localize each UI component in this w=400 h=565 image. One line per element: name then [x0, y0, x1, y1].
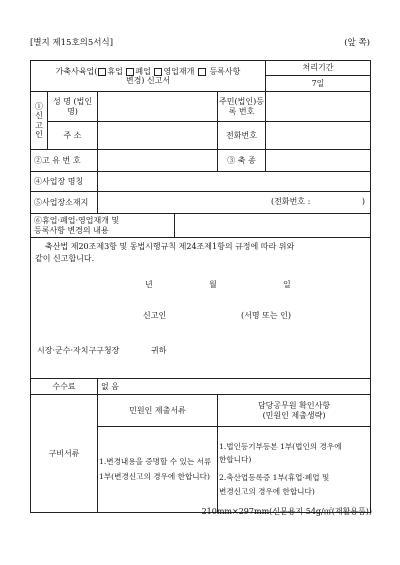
address-field[interactable] — [98, 122, 218, 150]
processing-value: 7일 — [266, 76, 371, 92]
option-resume-label: 영업재개 — [163, 66, 195, 76]
title-line2: 변경) 신고서 — [125, 76, 171, 85]
statement-block — [31, 238, 371, 379]
name-field[interactable] — [98, 92, 218, 122]
option-close-checkbox[interactable] — [126, 68, 134, 76]
official-doc-2-line2: 변경신고의 경우에 한합니다) — [219, 486, 315, 496]
title-prefix: 가축사육업( — [55, 66, 98, 76]
civil-docs-list — [98, 427, 218, 513]
location-phone-close: ) — [361, 196, 366, 206]
applicant-group-label: ① 신 고 인 — [31, 92, 48, 150]
phone-field[interactable] — [266, 122, 371, 150]
species-label: ③ 축 종 — [218, 150, 266, 172]
change-description-field[interactable] — [175, 214, 371, 238]
statement-line1: 축산법 제20조제3항 및 동법시행규칙 제24조제1항의 규정에 따라 위와 — [45, 242, 295, 251]
species-field[interactable] — [266, 150, 371, 172]
phone-label: 전화번호 — [218, 122, 266, 150]
option-suspend-checkbox[interactable] — [98, 68, 106, 76]
recipient-label: 시장·군수·자치구구청장 — [37, 346, 120, 355]
official-doc-2-line1: 2.축산업등록증 1부(휴업·폐업 및 — [219, 473, 330, 482]
statement-line2: 같이 신고합니다. — [35, 254, 95, 263]
change-description-line1: ⑥휴업·폐업·영업재개 및 — [34, 216, 120, 226]
id-number-label: 주민(법인)등록 번호 — [218, 92, 266, 122]
date-year-label: 년 — [145, 280, 153, 289]
address-label: 주 소 — [48, 122, 98, 150]
business-location-field[interactable] — [98, 192, 371, 214]
signature-label: (서명 또는 인) — [241, 311, 291, 320]
fee-label: 수수료 — [31, 379, 98, 395]
official-docs-header-line1: 담당공무원 확인사항 — [257, 401, 331, 411]
form-number: [별지 제15호의5서식] — [30, 38, 114, 48]
option-close-label: 폐업 — [135, 66, 151, 76]
date-month-label: 월 — [209, 280, 217, 289]
unique-number-field[interactable] — [98, 150, 218, 172]
option-suspend-label: 휴업 — [107, 66, 123, 76]
official-doc-1-line2: 한합니다) — [219, 455, 252, 465]
civil-doc-1-line2: 1부(변경신고의 경우에 한합니다) — [99, 471, 210, 481]
paper-spec: 210mm×297mm(신문용지 54g/㎡(재활용품)) — [201, 507, 372, 516]
business-name-field[interactable] — [98, 172, 371, 192]
civil-doc-1-line1: 1.변경내용을 증명할 수 있는 서류 — [99, 456, 212, 466]
page-side: (앞 쪽) — [344, 38, 370, 48]
unique-number-label: ②고 유 번 호 — [31, 150, 98, 172]
report-form — [30, 60, 371, 513]
option-resume-checkbox[interactable] — [154, 68, 162, 76]
option-change-checkbox[interactable] — [198, 68, 206, 76]
location-phone-note: (전화번호 : — [271, 196, 311, 206]
option-change-label: 등록사항 — [209, 66, 241, 76]
official-docs-list — [218, 427, 371, 513]
official-docs-header-line2: (민원인 제출생략) — [262, 410, 326, 420]
recipient-honorific: 귀하 — [151, 346, 167, 355]
processing-label: 처리기간 — [266, 61, 371, 76]
civil-docs-header: 민원인 제출서류 — [98, 395, 218, 427]
reporter-label: 신고인 — [143, 311, 167, 320]
change-description-line2: 등록사항 변경의 내용 — [34, 225, 109, 235]
name-label: 성 명 (법인명) — [48, 92, 98, 122]
id-number-field[interactable] — [266, 92, 371, 122]
documents-label: 구비서류 — [31, 395, 98, 513]
fee-value: 없 음 — [98, 379, 371, 395]
form-title — [31, 61, 266, 92]
official-docs-header — [218, 395, 371, 427]
official-doc-1-line1: 1.법인등기부등본 1부(법인의 경우에 — [219, 441, 342, 451]
date-day-label: 일 — [283, 280, 291, 289]
change-description-label — [31, 214, 175, 238]
business-location-label: ⑤사업장소재지 — [31, 192, 98, 214]
business-name-label: ④사업장 명칭 — [31, 172, 98, 192]
